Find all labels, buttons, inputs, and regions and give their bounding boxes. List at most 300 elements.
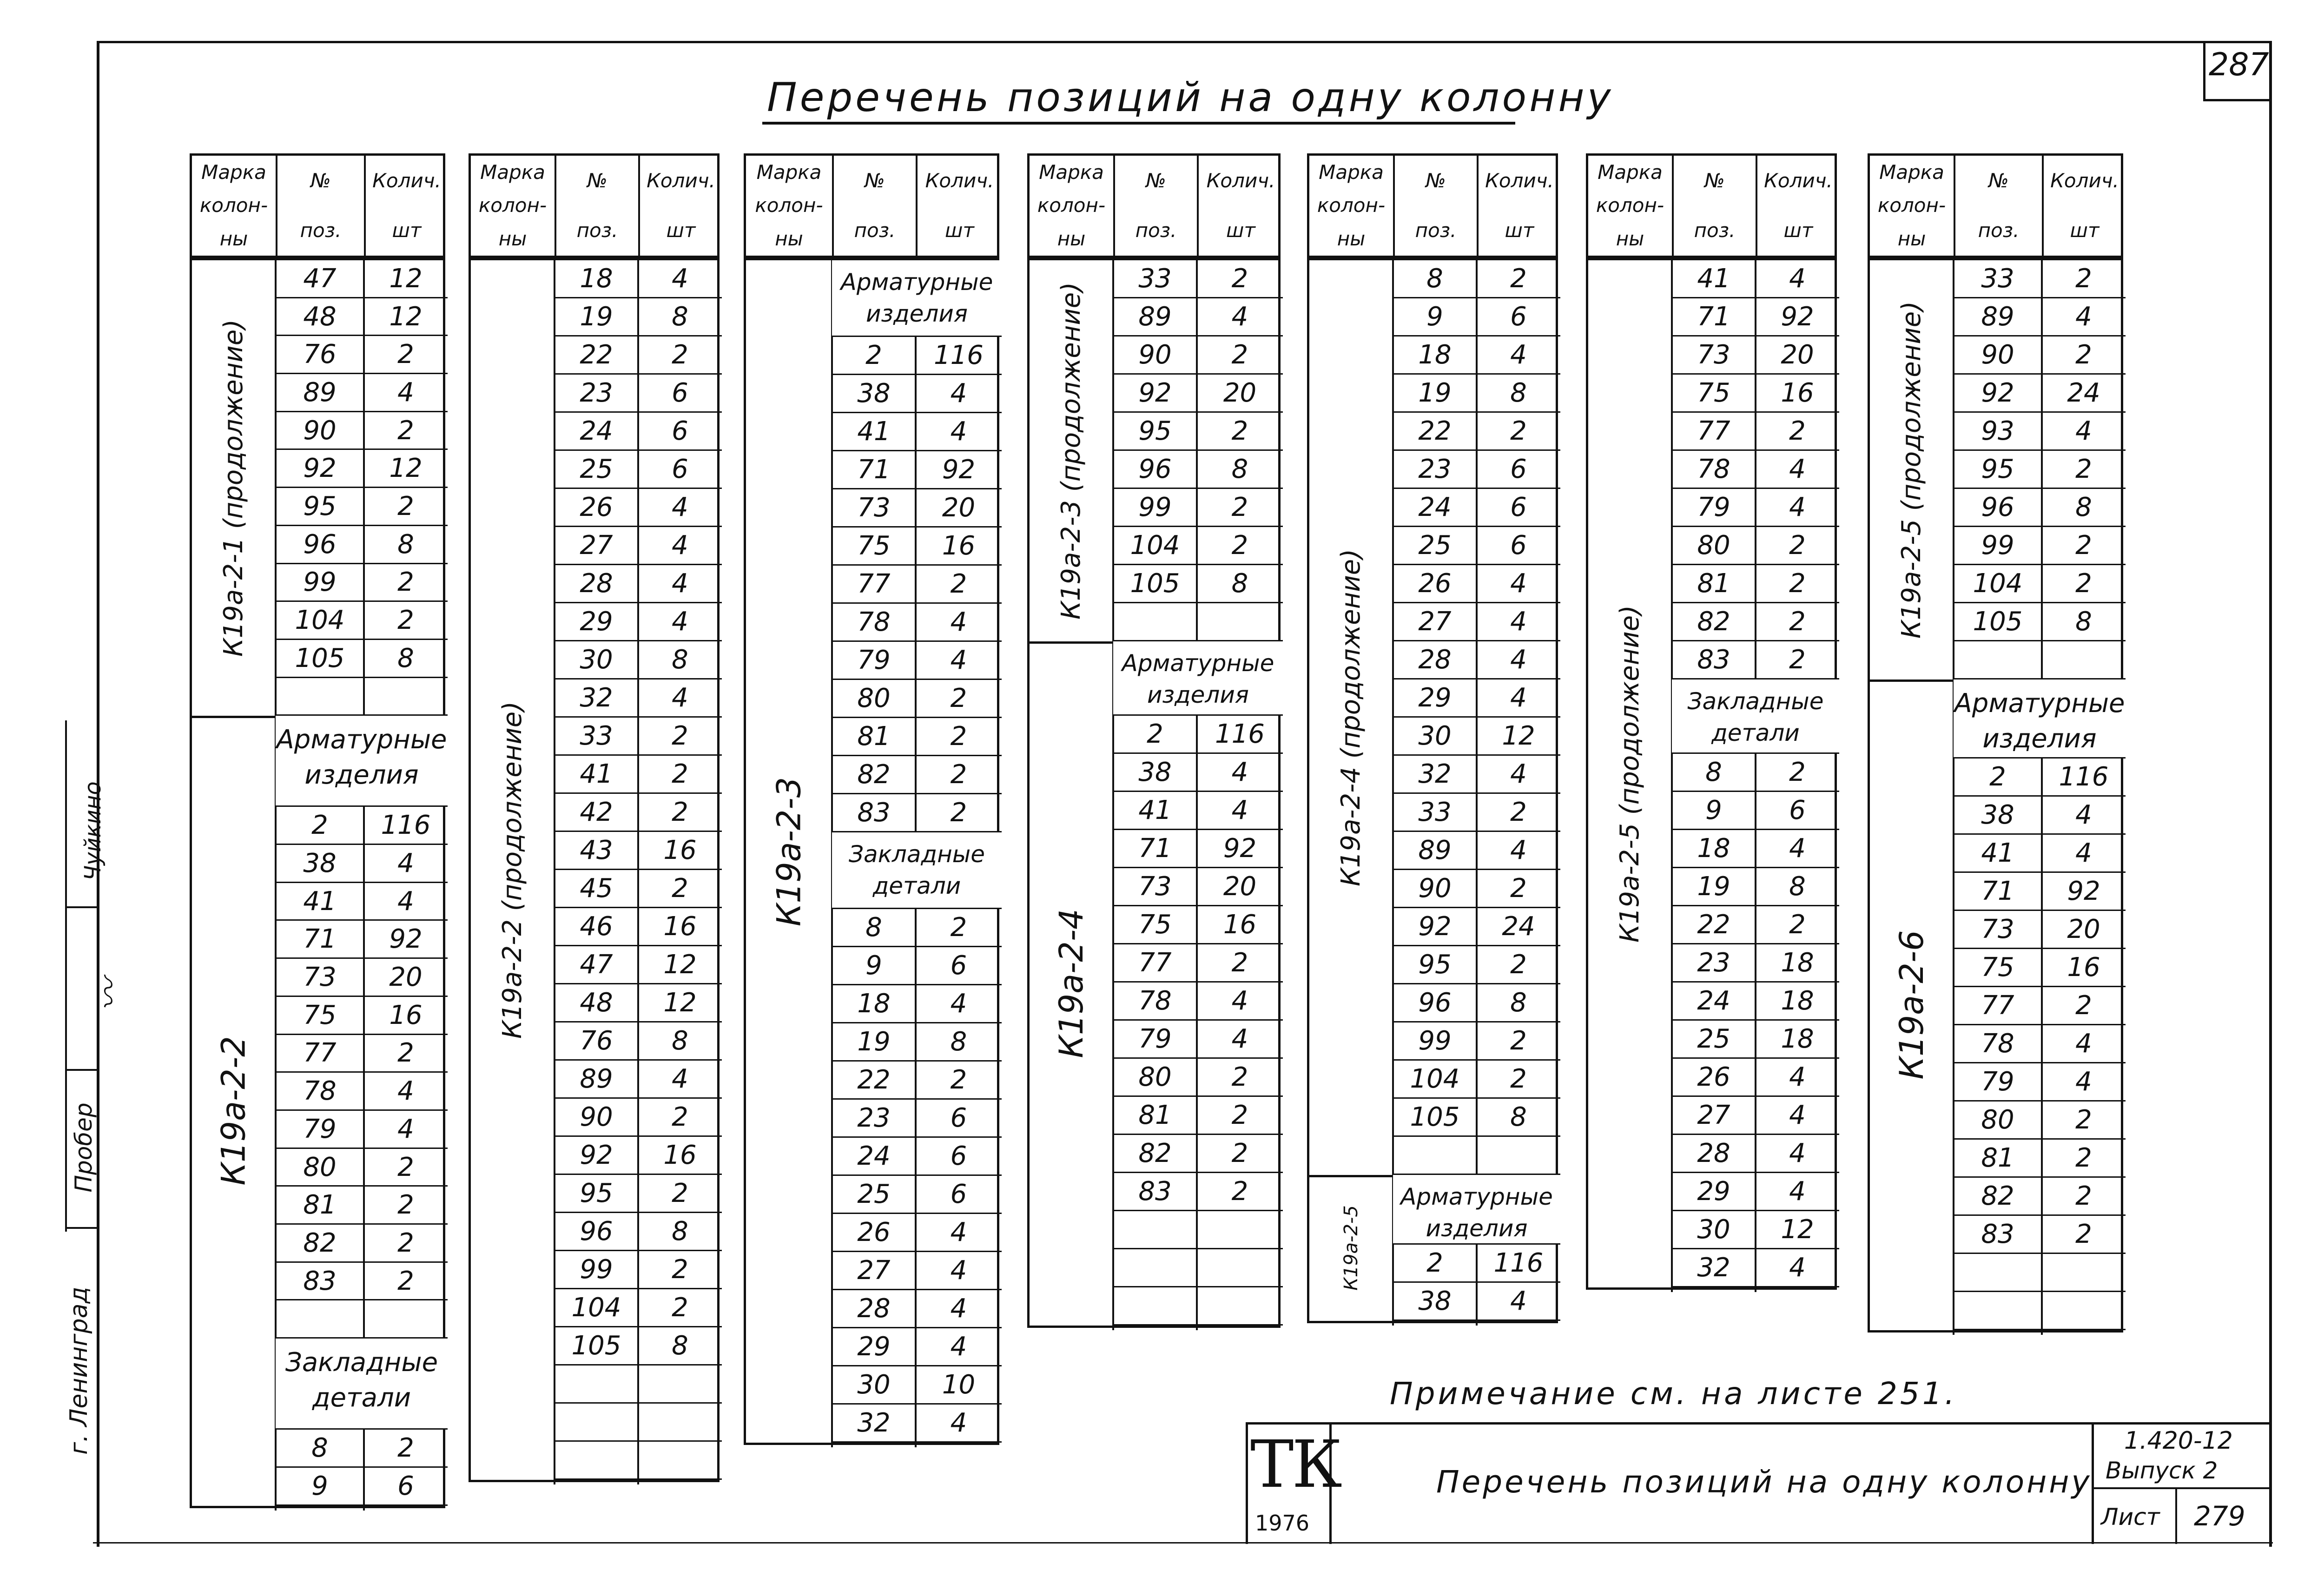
position-number: 81 (857, 721, 891, 752)
position-number: 9 (865, 950, 882, 981)
position-quantity: 4 (1789, 264, 1806, 294)
position-quantity: 20 (1781, 340, 1814, 370)
position-number: 90 (1138, 340, 1172, 370)
position-number: 26 (580, 492, 613, 522)
position-quantity: 2 (672, 797, 688, 827)
position-number: 93 (1981, 416, 2014, 446)
position-number: 82 (303, 1227, 337, 1258)
table-row (1954, 797, 2126, 835)
table-row (832, 680, 1002, 718)
table-row (1393, 870, 1560, 908)
table-row (555, 565, 722, 603)
header-mark-line: ны (498, 227, 527, 251)
position-number: 95 (1418, 950, 1452, 980)
position-quantity: 2 (1231, 1100, 1248, 1130)
table-row (276, 526, 448, 564)
table-row (832, 794, 1002, 832)
table-row (1113, 716, 1283, 754)
position-quantity: 4 (2075, 800, 2092, 830)
table-row (832, 985, 1002, 1023)
position-quantity: 2 (1789, 530, 1806, 561)
position-quantity (1197, 1211, 1283, 1248)
position-number: 19 (857, 1027, 891, 1057)
table-row (832, 337, 1002, 375)
position-number: 78 (857, 607, 891, 637)
side-stamp-line-3 (65, 1069, 98, 1071)
position-quantity: 2 (397, 415, 414, 446)
table-row (1393, 946, 1560, 984)
header-num (1672, 156, 1756, 256)
header-mark-line: Марка (1319, 160, 1384, 184)
position-number: 30 (1418, 721, 1452, 751)
header-mark-line: колон- (478, 194, 547, 217)
position-quantity: 16 (1781, 378, 1814, 408)
table-row (1113, 527, 1283, 565)
position-quantity: 4 (397, 1076, 414, 1107)
positions-table (1868, 153, 2123, 1333)
position-quantity (1197, 1249, 1283, 1286)
header-qty-line: Колич. (925, 169, 994, 192)
header-num (276, 156, 364, 256)
position-quantity: 4 (950, 1255, 967, 1286)
table-row (1672, 375, 1839, 413)
header-mark-line: Марка (1039, 160, 1104, 184)
position-number: 99 (1418, 1026, 1452, 1056)
position-number: 8 (311, 1433, 328, 1464)
position-number (555, 1442, 638, 1478)
position-quantity: 2 (1510, 1064, 1527, 1094)
position-number: 30 (857, 1370, 891, 1400)
table-row (1672, 527, 1839, 565)
position-quantity: 4 (950, 378, 967, 409)
position-quantity: 2 (1789, 416, 1806, 446)
table-row (1672, 983, 1839, 1021)
table-row (1954, 949, 2126, 987)
position-number: 32 (1418, 759, 1452, 789)
header-qty (916, 156, 1002, 256)
table-row (1954, 1254, 2126, 1292)
table-row (1113, 792, 1283, 830)
position-quantity: 4 (1510, 568, 1527, 599)
position-number: 80 (857, 683, 891, 713)
table-row (1393, 489, 1560, 527)
table-header (1309, 156, 1556, 260)
table-row (1113, 1135, 1283, 1173)
position-number: 32 (580, 683, 613, 713)
position-quantity: 4 (1510, 1286, 1527, 1316)
table-row (555, 413, 722, 451)
table-row (1954, 298, 2126, 336)
table-row (1113, 375, 1283, 413)
position-number: 73 (303, 962, 337, 993)
position-quantity: 2 (1510, 873, 1527, 904)
position-quantity: 2 (672, 873, 688, 904)
position-quantity: 8 (2075, 492, 2092, 522)
position-number: 23 (857, 1103, 891, 1133)
position-quantity: 4 (672, 1064, 688, 1094)
position-quantity (364, 1301, 448, 1338)
table-row (832, 489, 1002, 528)
position-number: 2 (1426, 1248, 1443, 1278)
table-row (832, 604, 1002, 642)
column-mark-label: К19а-2-6 (1893, 930, 1931, 1080)
table-row (1672, 1211, 1839, 1249)
position-number: 82 (1138, 1138, 1172, 1168)
position-quantity: 2 (672, 1254, 688, 1285)
position-number: 28 (1697, 1138, 1730, 1168)
position-quantity: 6 (1510, 454, 1527, 484)
table-row (832, 1062, 1002, 1100)
position-quantity: 12 (1502, 721, 1535, 751)
position-number: 96 (1138, 454, 1172, 484)
header-num-line: № (1426, 169, 1446, 192)
position-number: 2 (865, 340, 882, 370)
group-heading: Закладные детали (276, 1339, 448, 1430)
position-number: 95 (580, 1178, 613, 1208)
position-quantity: 4 (950, 416, 967, 447)
header-qty (1197, 156, 1283, 256)
position-quantity: 6 (1789, 795, 1806, 825)
position-number: 81 (1138, 1100, 1172, 1130)
table-row (276, 678, 448, 716)
position-quantity: 4 (1789, 454, 1806, 484)
header-mark-line: колон- (755, 194, 823, 217)
header-num-line: № (865, 169, 885, 192)
table-row (276, 260, 448, 298)
position-number: 24 (857, 1141, 891, 1171)
header-qty-line: Колич. (372, 169, 441, 192)
position-number: 41 (1697, 264, 1730, 294)
table-row (1672, 754, 1839, 792)
position-number: 90 (303, 415, 337, 446)
header-mark-line: колон- (1037, 194, 1106, 217)
table-row (832, 1405, 1002, 1443)
title-block-divider-3 (2092, 1487, 2272, 1489)
position-quantity: 2 (950, 569, 967, 599)
position-quantity: 4 (2075, 1029, 2092, 1059)
position-number: 71 (1981, 876, 2014, 906)
position-quantity: 2 (397, 1433, 414, 1464)
position-number: 105 (1973, 607, 2023, 637)
header-num-line: поз. (1694, 219, 1736, 242)
table-row (555, 984, 722, 1022)
table-row (1113, 983, 1283, 1021)
position-quantity: 8 (1231, 568, 1248, 599)
position-number: 8 (1705, 757, 1722, 787)
position-number: 78 (1138, 986, 1172, 1016)
position-number: 47 (580, 950, 613, 980)
position-quantity: 16 (663, 835, 697, 865)
table-row (1672, 489, 1839, 527)
position-number: 18 (857, 989, 891, 1019)
position-number: 23 (580, 378, 613, 408)
table-row (276, 640, 448, 678)
table-row (1393, 908, 1560, 946)
position-quantity: 4 (1510, 759, 1527, 789)
position-number: 24 (1418, 492, 1452, 522)
position-quantity: 6 (1510, 302, 1527, 332)
position-quantity: 2 (1510, 797, 1527, 827)
position-quantity: 2 (672, 1102, 688, 1132)
side-stamp-line-2 (65, 906, 98, 908)
table-row (1393, 603, 1560, 641)
table-row (1954, 1063, 2126, 1102)
table-row (276, 336, 448, 374)
position-number: 79 (1697, 492, 1730, 522)
position-number: 80 (1981, 1105, 2014, 1135)
table-row (1672, 1135, 1839, 1173)
table-row (1113, 260, 1283, 298)
group-heading: Закладные детали (1672, 679, 1839, 754)
position-number: 48 (580, 988, 613, 1018)
table-row (832, 947, 1002, 985)
position-number: 104 (1410, 1064, 1460, 1094)
header-qty-line: шт (1505, 219, 1534, 242)
position-number: 96 (1981, 492, 2014, 522)
position-quantity: 16 (1223, 910, 1257, 940)
table-row (276, 1035, 448, 1073)
title-block-divider-4 (2175, 1487, 2177, 1544)
position-number: 33 (1418, 797, 1452, 827)
table-row (1954, 1102, 2126, 1140)
header-qty-line: шт (392, 219, 422, 242)
header-mark-line: ны (219, 227, 248, 251)
table-row (555, 1366, 722, 1404)
position-number: 71 (857, 455, 891, 485)
position-quantity: 16 (663, 1140, 697, 1170)
position-quantity: 6 (950, 1103, 967, 1133)
position-quantity: 2 (950, 683, 967, 713)
position-number: 83 (1138, 1176, 1172, 1207)
table-row (1393, 336, 1560, 375)
table-row (1393, 1283, 1560, 1321)
position-number: 78 (1981, 1029, 2014, 1059)
table-row (1393, 679, 1560, 718)
position-quantity: 4 (1510, 340, 1527, 370)
header-qty (1477, 156, 1560, 256)
position-number (1954, 1254, 2042, 1291)
stamp-code: 1.420-12 (2124, 1427, 2233, 1455)
position-number: 99 (303, 567, 337, 598)
position-number: 29 (857, 1332, 891, 1362)
position-number: 22 (1697, 910, 1730, 940)
header-num (1393, 156, 1477, 256)
table-row (1672, 413, 1839, 451)
position-quantity: 4 (1231, 302, 1248, 332)
position-number: 95 (1981, 454, 2014, 484)
position-number: 27 (857, 1255, 891, 1286)
header-num-line: поз. (854, 219, 896, 242)
table-row (1393, 641, 1560, 679)
table-row (276, 883, 448, 921)
position-number (1113, 1249, 1197, 1286)
table-row (555, 1022, 722, 1061)
table-row (1393, 298, 1560, 336)
table-row (832, 909, 1002, 947)
position-number: 27 (1697, 1100, 1730, 1130)
table-row (276, 1430, 448, 1468)
position-number: 77 (857, 569, 891, 599)
position-quantity (1197, 603, 1283, 640)
table-row (832, 451, 1002, 489)
position-number: 19 (580, 302, 613, 332)
position-number: 41 (303, 886, 337, 917)
positions-table (1307, 153, 1558, 1323)
table-row (555, 1061, 722, 1099)
group-heading: Арматурные изделия (832, 260, 1002, 337)
position-quantity: 6 (950, 1141, 967, 1171)
group-heading: Арматурные изделия (1393, 1175, 1560, 1245)
group-heading: Арматурные изделия (276, 716, 448, 807)
position-number: 79 (1138, 1024, 1172, 1054)
position-quantity: 4 (397, 1114, 414, 1144)
position-quantity: 2 (397, 1152, 414, 1182)
table-row (555, 1442, 722, 1480)
header-mark-line: ны (1897, 227, 1926, 251)
header-qty-line: Колич. (1206, 169, 1275, 192)
position-number: 78 (1697, 454, 1730, 484)
table-row (1393, 375, 1560, 413)
column-mark-label: К19а-2-5 (продолжение) (1615, 605, 1645, 943)
position-quantity: 8 (672, 1331, 688, 1361)
position-number: 83 (1697, 645, 1730, 675)
position-quantity: 2 (1231, 340, 1248, 370)
table-row (1672, 944, 1839, 983)
position-quantity (638, 1404, 722, 1440)
side-checked: Пробер (70, 1102, 97, 1193)
table-row (832, 1328, 1002, 1366)
position-quantity: 8 (1789, 871, 1806, 902)
table-row (555, 336, 722, 375)
position-quantity (1197, 1287, 1283, 1324)
table-row (1954, 527, 2126, 565)
position-number: 27 (1418, 607, 1452, 637)
column-mark-label: К19а-2-4 (1052, 909, 1090, 1058)
table-row (1113, 754, 1283, 792)
table-row (1672, 830, 1839, 868)
position-quantity: 20 (1223, 871, 1257, 902)
position-number: 26 (1418, 568, 1452, 599)
position-quantity: 4 (2075, 838, 2092, 868)
header-num (832, 156, 916, 256)
position-quantity: 4 (672, 568, 688, 599)
position-quantity: 2 (1231, 948, 1248, 978)
header-mark (192, 156, 276, 256)
position-number: 92 (1981, 378, 2014, 408)
position-number: 9 (311, 1471, 328, 1501)
table-row (1113, 413, 1283, 451)
table-row (832, 1176, 1002, 1214)
position-number: 77 (1981, 990, 2014, 1021)
position-number: 104 (571, 1293, 621, 1323)
position-quantity: 2 (950, 759, 967, 790)
position-quantity: 18 (1781, 986, 1814, 1016)
group-heading: Арматурные изделия (1113, 641, 1283, 716)
positions-table (1027, 153, 1281, 1328)
position-quantity (638, 1366, 722, 1402)
header-mark-line: ны (1616, 227, 1644, 251)
table-row (1954, 1216, 2126, 1254)
position-number: 23 (1697, 948, 1730, 978)
position-number: 75 (857, 531, 891, 561)
position-quantity: 2 (1231, 1176, 1248, 1207)
table-row (832, 413, 1002, 451)
position-quantity: 4 (950, 1408, 967, 1438)
table-row (276, 450, 448, 488)
table-row (555, 260, 722, 298)
table-row (276, 602, 448, 640)
position-quantity: 2 (672, 340, 688, 370)
position-number: 33 (1981, 264, 2014, 294)
table-row (832, 1252, 1002, 1290)
position-quantity: 2 (2075, 264, 2092, 294)
table-row (1954, 336, 2126, 375)
position-number: 25 (1697, 1024, 1730, 1054)
position-number: 30 (1697, 1214, 1730, 1245)
position-quantity: 116 (2059, 762, 2109, 792)
table-row (1393, 1245, 1560, 1283)
position-quantity: 2 (950, 1065, 967, 1095)
header-qty (1756, 156, 1839, 256)
table-row (1672, 1059, 1839, 1097)
position-quantity: 2 (672, 721, 688, 751)
column-mark-label: К19а-2-5 (продолжение) (1896, 301, 1927, 639)
position-number: 76 (303, 339, 337, 370)
position-number (1113, 603, 1197, 640)
stamp-title: Перечень позиций на одну колонну (1436, 1464, 2092, 1500)
positions-table (1586, 153, 1837, 1290)
table-header (471, 156, 717, 260)
table-row (1393, 794, 1560, 832)
position-quantity: 20 (1223, 378, 1257, 408)
table-row (276, 1468, 448, 1506)
position-quantity: 2 (397, 1190, 414, 1220)
position-number: 73 (857, 493, 891, 523)
column-mark-label: К19а-2-1 (продолжение) (218, 319, 249, 657)
position-quantity: 6 (950, 950, 967, 981)
header-num-line: поз. (1978, 219, 2020, 242)
table-row (276, 997, 448, 1035)
position-quantity: 2 (950, 721, 967, 752)
position-number: 75 (1697, 378, 1730, 408)
position-number: 95 (1138, 416, 1172, 446)
table-row (1393, 260, 1560, 298)
position-quantity: 2 (950, 798, 967, 828)
table-row (1113, 1249, 1283, 1287)
position-quantity: 8 (950, 1027, 967, 1057)
table-row (1672, 565, 1839, 603)
position-quantity: 12 (663, 950, 697, 980)
column-mark-label: К19а-2-3 (770, 777, 808, 926)
position-number: 45 (580, 873, 613, 904)
position-number: 95 (303, 491, 337, 522)
table-row (1113, 451, 1283, 489)
position-quantity: 18 (1781, 1024, 1814, 1054)
position-quantity: 2 (1231, 492, 1248, 522)
position-quantity: 6 (950, 1179, 967, 1209)
table-row (1672, 1249, 1839, 1287)
header-num (555, 156, 638, 256)
position-quantity: 4 (1789, 833, 1806, 864)
table-row (1954, 451, 2126, 489)
table-row (1113, 830, 1283, 868)
header-qty (364, 156, 448, 256)
position-quantity: 4 (1231, 757, 1248, 787)
header-qty-line: шт (1783, 219, 1813, 242)
position-number: 82 (1697, 607, 1730, 637)
position-quantity (364, 678, 448, 715)
header-mark-line: ны (775, 227, 803, 251)
